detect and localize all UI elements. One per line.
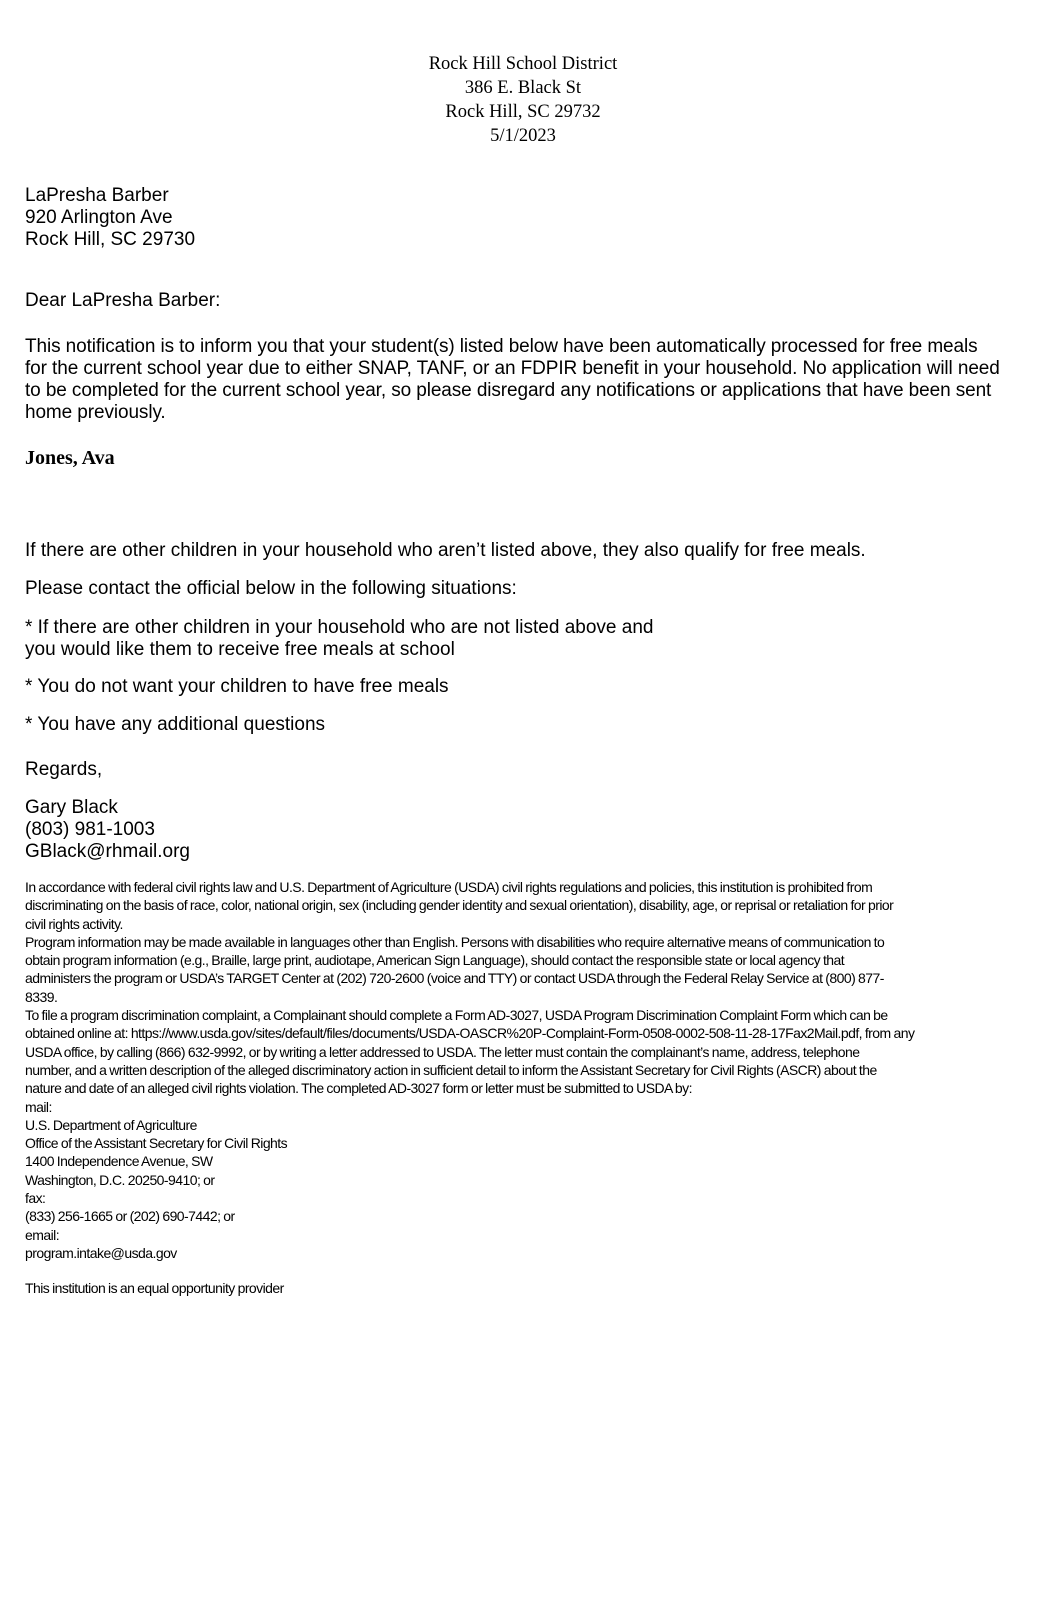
district-name: Rock Hill School District [428, 54, 618, 74]
salutation: Dear LaPresha Barber: [25, 290, 221, 311]
statement-line: program.intake@usda.gov [25, 1244, 177, 1261]
intro-line: for the current school year due to either SNAP, TANF, or an FDPIR benefit in your household. No application will need [25, 358, 1000, 379]
district-letterhead [0, 52, 1038, 148]
district-street: 386 E. Black St [464, 78, 582, 98]
recipient-address [25, 185, 195, 251]
intro-paragraph [25, 336, 1035, 424]
statement-line: civil rights activity. [25, 915, 123, 932]
official-signature-block [25, 797, 190, 863]
situation-line: you would like them to receive free meals at school [25, 639, 455, 660]
statement-line: U.S. Department of Agriculture [25, 1116, 197, 1133]
statement-line: mail: [25, 1098, 52, 1115]
intro-line: to be completed for the current school year, so please disregard any notifications or applications that have been sent [25, 380, 992, 401]
statement-line: Washington, D.C. 20250-9410; or [25, 1171, 215, 1188]
statement-line: USDA office, by calling (866) 632-9992, or by writing a letter addressed to USDA. The letter must contain the complainant’s name, address, telephone [25, 1043, 860, 1060]
situation-item: * You do not want your children to have free meals [25, 676, 449, 697]
statement-line: obtained online at: https://www.usda.gov/sites/default/files/documents/USDA-OASCR%20P-Complaint-Form-0508-0002-508-11-28-17Fax2Mail.pdf, from any [25, 1025, 915, 1042]
statement-line: 8339. [25, 988, 58, 1005]
situation-item [25, 617, 653, 661]
recipient-name: LaPresha Barber [25, 185, 169, 206]
statement-line: number, and a written description of the alleged discriminatory action in sufficient detail to inform the Assistant Secretary for Civil Rights (ASCR) about the [25, 1061, 877, 1078]
recipient-street: 920 Arlington Ave [25, 207, 173, 228]
statement-line: fax: [25, 1190, 46, 1207]
statement-line: To file a program discrimination complaint, a Complainant should complete a Form AD-3027, USDA Program Discrimination Complaint Form which can be [25, 1007, 888, 1024]
district-city-state-zip: Rock Hill, SC 29732 [445, 102, 601, 122]
statement-line: email: [25, 1226, 60, 1243]
statement-line: discriminating on the basis of race, color, national origin, sex (including gender identity and sexual orientation), disability, age, or reprisal or retaliation for prior [25, 897, 894, 914]
contact-lead: Please contact the official below in the following situations: [25, 578, 517, 599]
official-name: Gary Black [25, 797, 118, 818]
official-phone: (803) 981-1003 [25, 819, 155, 840]
statement-line: administers the program or USDA’s TARGET Center at (202) 720-2600 (voice and TTY) or contact USDA through the Federal Relay Service at (800) 877- [25, 970, 884, 987]
letter-date: 5/1/2023 [490, 126, 556, 146]
equal-opportunity-statement: This institution is an equal opportunity provider [25, 1280, 284, 1296]
intro-line: This notification is to inform you that your student(s) listed below have been automatically processed for free meals [25, 336, 978, 357]
statement-line: (833) 256-1665 or (202) 690-7442; or [25, 1208, 235, 1225]
statement-line: Office of the Assistant Secretary for Civil Rights [25, 1135, 288, 1152]
statement-line: 1400 Independence Avenue, SW [25, 1153, 213, 1170]
closing: Regards, [25, 759, 103, 780]
statement-line: obtain program information (e.g., Braille, large print, audiotape, American Sign Language), should contact the responsible state or local agency that [25, 952, 845, 969]
other-children-note: If there are other children in your household who aren’t listed above, they also qualify for free meals. [25, 540, 866, 561]
situation-item: * You have any additional questions [25, 714, 326, 735]
situation-line: * If there are other children in your household who are not listed above and [25, 617, 654, 638]
statement-line: nature and date of an alleged civil rights violation. The completed AD-3027 form or letter must be submitted to USDA by: [25, 1080, 692, 1097]
official-email: GBlack@rhmail.org [25, 841, 190, 862]
statement-line: Program information may be made available in languages other than English. Persons with disabilities who require alternative means of communication to [25, 933, 885, 950]
nondiscrimination-statement [25, 878, 1015, 1262]
student-name: Jones, Ava [25, 447, 115, 469]
recipient-city-state-zip: Rock Hill, SC 29730 [25, 229, 196, 250]
intro-line: home previously. [25, 402, 166, 423]
statement-line: In accordance with federal civil rights law and U.S. Department of Agriculture (USDA) civil rights regulations and policies, this institution is prohibited from [25, 879, 873, 895]
